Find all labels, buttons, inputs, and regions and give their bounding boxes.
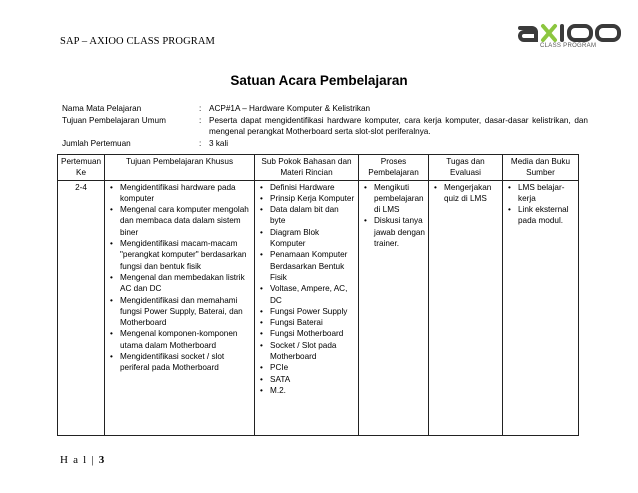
header-materi: Sub Pokok Bahasan dan Materi Rincian [255,155,359,181]
proses-list [362,182,425,250]
list-item: • Penamaan Komputer Berdasarkan Bentuk Fisik [258,249,355,283]
list-item: • Mengidentifikasi socket / slot periferal pada Motherboard [108,351,251,374]
header-tujuan: Tujuan Pembelajaran Khusus [105,155,255,181]
meta-value: 3 kali [209,138,229,148]
cell-materi [255,180,359,435]
sap-table [57,154,579,436]
list-item: • Fungsi Baterai [258,317,355,328]
meta-info [62,103,588,149]
meta-row: Jumlah Pertemuan : 3 kali [62,138,588,150]
cell-proses [359,180,429,435]
table-header-row [58,155,579,181]
list-item: • SATA [258,374,355,385]
list-item: • PCIe [258,362,355,373]
list-item: • Definisi Hardware [258,182,355,193]
header-tugas: Tugas dan Evaluasi [429,155,503,181]
list-item: • Diagram Blok Komputer [258,227,355,250]
list-item: • Fungsi Power Supply [258,306,355,317]
page-number: 3 [98,454,106,466]
media-list [506,182,575,227]
header-program: SAP – AXIOO CLASS PROGRAM [60,36,215,47]
list-item: • Mengerjakan quiz di LMS [432,182,499,205]
materi-list [258,182,355,397]
list-item: • Voltase, Ampere, AC, DC [258,283,355,306]
list-item: • Data dalam bit dan byte [258,204,355,227]
meta-label: Jumlah Pertemuan [62,138,131,148]
list-item: • Mengenal dan membedakan listrik AC dan DC [108,272,251,295]
footer-prefix: H a l [60,454,88,466]
list-item: • LMS belajar-kerja [506,182,575,205]
list-item: • Fungsi Motherboard [258,328,355,339]
meta-label: Nama Mata Pelajaran [62,104,142,113]
meta-row: Tujuan Pembelajaran Umum : Peserta dapat mengidentifikasi hardware komputer, cara kerja komputer, dasar-dasar kelistrikan, dan mengenal perangkat Motherboard serta slot-slot periferalnya. [62,115,588,137]
meta-row: Nama Mata Pelajaran : ACP#1A – Hardware Komputer & Kelistrikan [62,103,588,115]
list-item: • Mengidentifikasi macam-macam "perangkat komputer" berdasarkan fungsi dan bentuk fisik [108,238,251,272]
list-item: • Socket / Slot pada Motherboard [258,340,355,363]
meta-value: Peserta dapat mengidentifikasi hardware komputer, cara kerja komputer, dasar-dasar kelistrikan, dan mengenal perangkat Motherboard serta slot-slot periferalnya. [209,115,588,137]
meta-label: Tujuan Pembelajaran Umum [62,115,166,125]
header-media: Media dan Buku Sumber [503,155,579,181]
cell-media [503,180,579,435]
list-item: • Diskusi tanya jawab dengan trainer. [362,215,425,249]
table-row [58,180,579,435]
meta-value: ACP#1A – Hardware Komputer & Kelistrikan [209,104,371,113]
page-title: Satuan Acara Pembelajaran [230,73,408,88]
list-item: • Mengenal komponen-komponen utama dalam Motherboard [108,328,251,351]
list-item: • Link eksternal pada modul. [506,204,575,227]
axioo-logo-icon [516,22,626,44]
header-pertemuan: Pertemuan Ke [58,155,105,181]
header-proses: Proses Pembelajaran [359,155,429,181]
cell-tugas [429,180,503,435]
tujuan-list [108,182,251,374]
list-item: • Mengenal cara komputer mengolah dan membaca data dalam sistem biner [108,204,251,238]
tugas-list [432,182,499,205]
list-item: • Mengidentifikasi hardware pada komputer [108,182,251,205]
list-item: • M.2. [258,385,355,396]
logo-subtitle: CLASS PROGRAM [540,43,597,49]
cell-tujuan [105,180,255,435]
list-item: • Mengikuti pembelajaran di LMS [362,182,425,216]
cell-pertemuan: 2-4 [58,180,105,435]
list-item: • Mengidentifikasi dan memahami fungsi Power Supply, Baterai, dan Motherboard [108,295,251,329]
page-footer: H a l | 3 [60,454,106,466]
list-item: • Prinsip Kerja Komputer [258,193,355,204]
